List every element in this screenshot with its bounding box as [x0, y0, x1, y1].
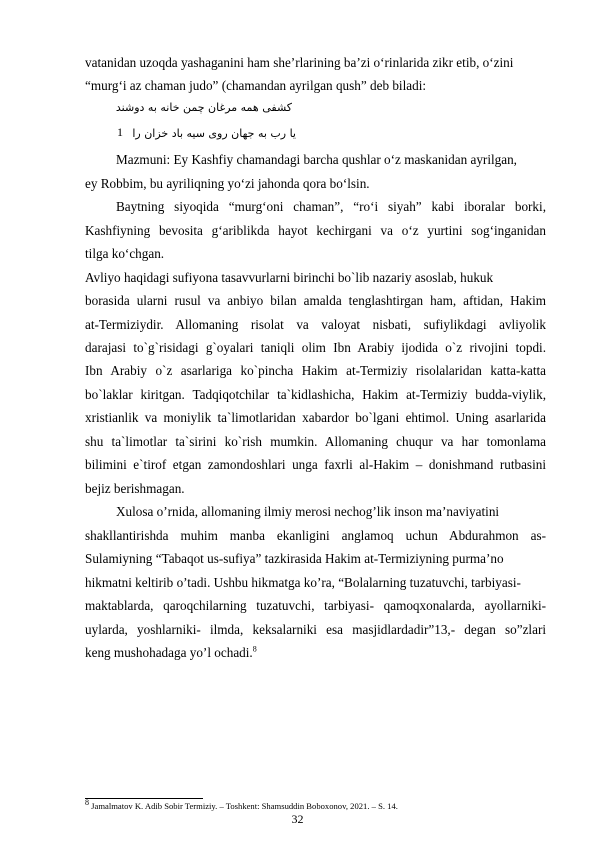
- paragraph-line: darajasi to`g`risidagi g`oyalari taniqli olim Ibn Arabiy ijodida o`z rivojini topdi.: [85, 340, 546, 355]
- persian-verse-line-2: [117, 125, 297, 141]
- paragraph-line: Sulamiyning “Tabaqot us-sufiya” tazkirasida Hakim at-Termiziyning purma’no: [85, 551, 504, 566]
- paragraph-line: hikmatni keltirib o’tadi. Ushbu hikmatga ko’ra, “Bolalarning tuzatuvchi, tarbiyasi-: [85, 575, 521, 590]
- paragraph-line: tilga ko‘chgan.: [85, 246, 165, 261]
- paragraph-line: Avliyo haqidagi sufiyona tasavvurlarni birinchi bo`lib nazariy asoslab, hukuk: [85, 270, 494, 285]
- footnote: [85, 798, 398, 812]
- paragraph-line: [85, 644, 546, 661]
- paragraph-line: “murg‘i az chaman judo” (chamandan ayrilgan qush” deb biladi:: [85, 78, 427, 93]
- paragraph-line: bo`laklar kiritgan. Tadqiqotchilar ta`kidlashicha, Hakim at-Termiziy budda-viylik,: [85, 387, 546, 402]
- paragraph-line: at-Termiziydir. Allomaning risolat va valoyat nisbati, sufiylikdagi avliyolik: [85, 317, 546, 332]
- footnote-marker: 1: [117, 125, 123, 139]
- footnote-separator: [85, 798, 203, 799]
- paragraph-line: Kashfiyning bevosita g‘ariblikda hayot kechirgani va o‘z yurtini sog‘inganidan: [85, 223, 546, 238]
- footnote-text: Jamalmatov K. Adib Sobir Termiziy. – Toshkent: Shamsuddin Boboxonov, 2021. – S. 14.: [91, 801, 398, 811]
- footnote-reference: 8: [252, 644, 257, 654]
- paragraph-line: Mazmuni: Ey Kashfiy chamandagi barcha qushlar o‘z maskanidan ayrilgan,: [116, 152, 517, 167]
- paragraph-line: shakllantirishda muhim manba ekanligini anglamoq uchun Abdurahmon as-: [85, 528, 546, 543]
- paragraph-line: borasida ularni rusul va anbiyo bilan amalda tenglashtirgan ham, aftidan, Hakim: [85, 293, 546, 308]
- persian-verse-line-1: کشفی همه مرغان چمن خانه به دوشند: [115, 101, 292, 114]
- paragraph-line: Ibn Arabiy o`z asarlariga ko`pincha Hakim at-Termiziy risolalaridan katta-katta: [85, 363, 546, 378]
- footnote-number: 8: [85, 798, 89, 808]
- paragraph-line: ey Robbim, bu ayriliqning yo‘zi jahonda qora bo‘lsin.: [85, 176, 370, 191]
- paragraph-line: bilimini e`tirof etgan zamondoshlari unga faxrli al-Hakim – donishmand rutbasini: [85, 457, 546, 472]
- paragraph-line: maktablarda, qaroqchilarning tuzatuvchi, tarbiyasi- qamoqxonalarda, ayollarniki-: [85, 598, 546, 613]
- paragraph-line: shu ta`limotlar ta`sirini ko`rish mumkin. Allomaning chuqur va har tomonlama: [85, 434, 546, 449]
- paragraph-line: uylarda, yoshlarniki- ilmda, keksalarniki esa masjidlardadir”13,- degan so”zlari: [85, 622, 546, 637]
- paragraph-line: Baytning siyoqida “murg‘oni chaman”, “ro‘i siyah” kabi iboralar borki,: [116, 199, 546, 214]
- persian-verse-text: یا رب به جهان روی سیه باد خزان را: [132, 127, 296, 140]
- paragraph-text: keng mushohadaga yo’l ochadi.: [85, 645, 253, 660]
- paragraph-line: xristianlik va moniylik ta`limotlaridan xabardor bo`lgani ehtimol. Uning asarlarida: [85, 410, 546, 425]
- paragraph-line: Xulosa o’rnida, allomaning ilmiy merosi nechog’lik inson ma’naviyatini: [116, 504, 500, 519]
- page-number: 32: [291, 812, 304, 826]
- paragraph-line: bejiz berishmagan.: [85, 481, 185, 496]
- paragraph-line: vatanidan uzoqda yashaganini ham she’rlarining ba’zi o‘rinlarida zikr etib, o‘zini: [85, 55, 514, 70]
